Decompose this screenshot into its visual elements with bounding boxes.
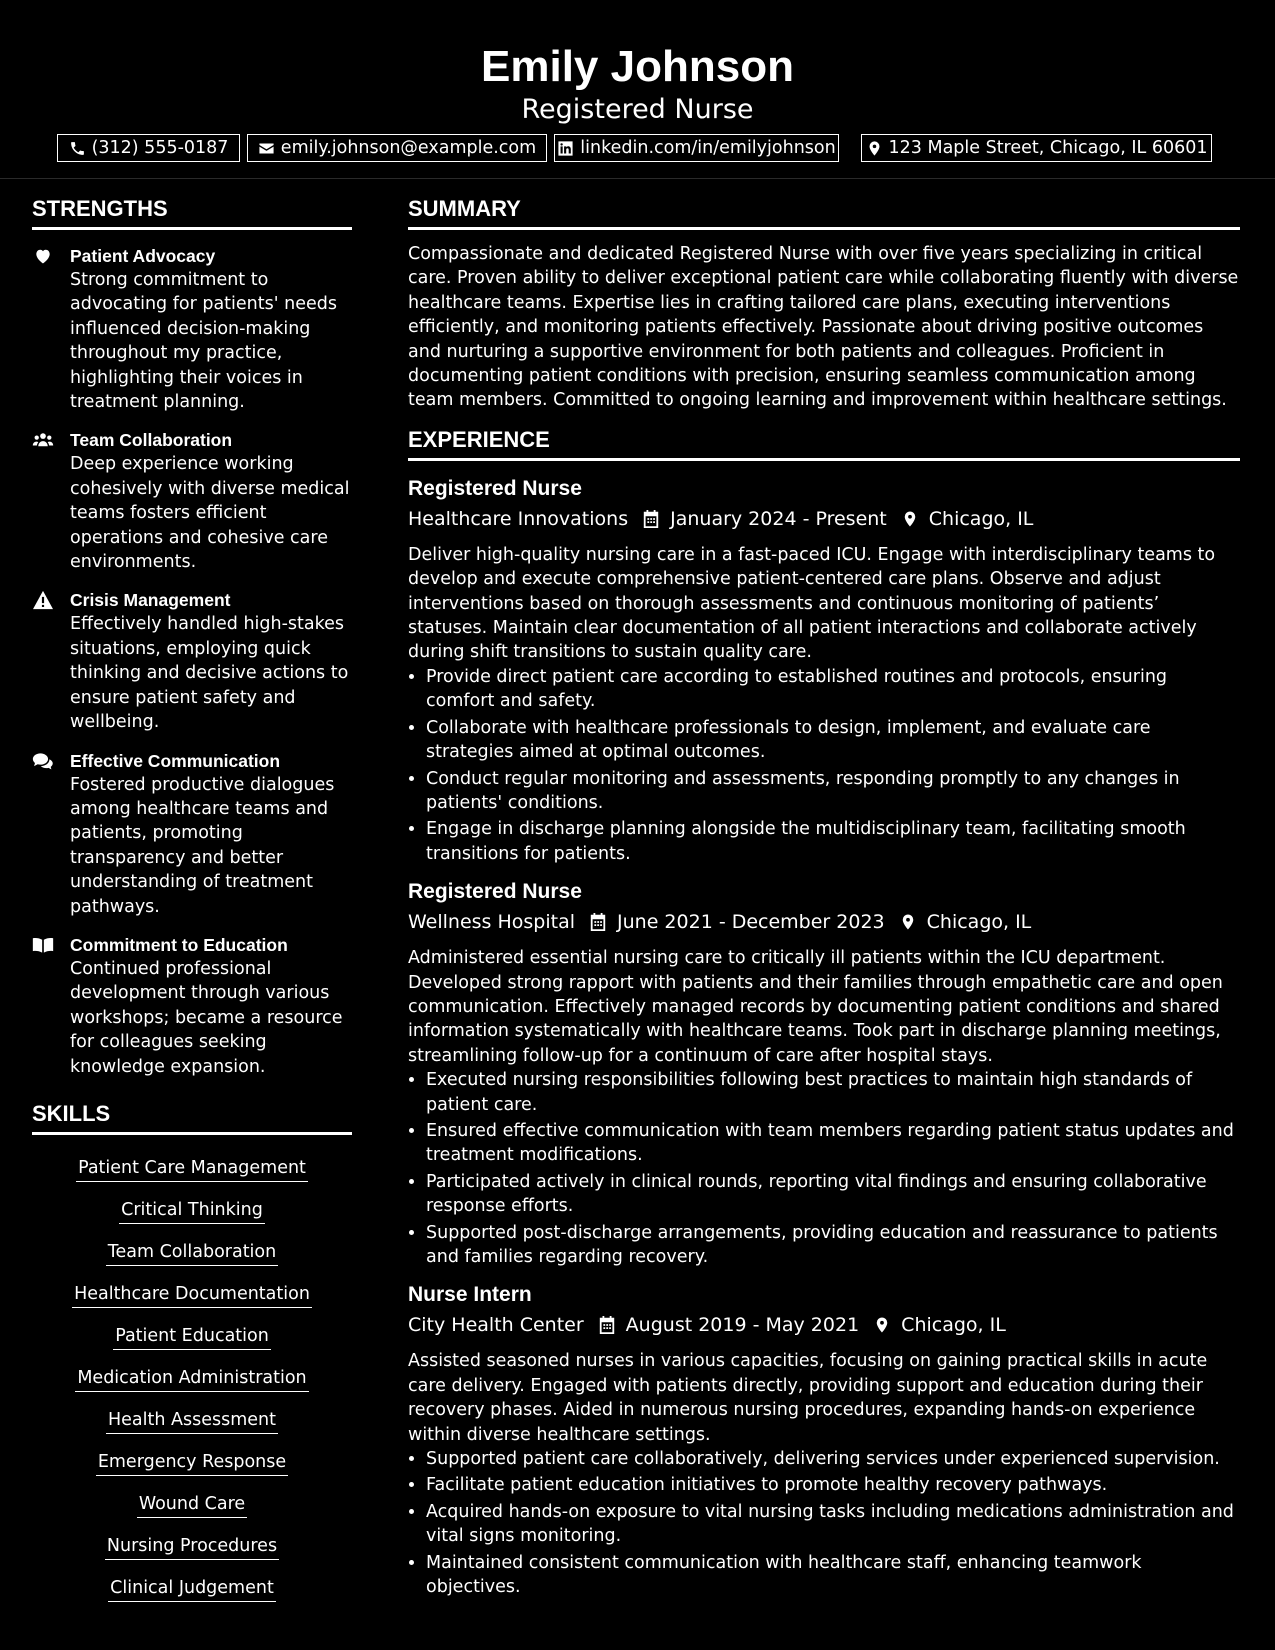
contact-address[interactable] <box>861 134 1212 162</box>
envelope-icon <box>258 140 275 157</box>
job-location: Chicago, IL <box>928 507 1034 530</box>
job-bullet: • Acquired hands-on exposure to vital nursing tasks including medications administration and vital signs monitoring. <box>426 1500 1240 1549</box>
job-title: Registered Nurse <box>408 476 582 500</box>
skill-tag: Medication Administration <box>75 1367 308 1392</box>
skill-tag: Emergency Response <box>96 1451 288 1476</box>
strength-description: Effectively handled high-stakes situations, employing quick thinking and decisive actions to ensure patient safety and wellbeing. <box>70 614 349 733</box>
job-bullet: • Conduct regular monitoring and assessments, responding promptly to any changes in patients' conditions. <box>426 767 1240 816</box>
heart-icon <box>32 246 54 266</box>
contact-phone[interactable] <box>57 134 240 162</box>
skill-tag: Patient Education <box>113 1325 271 1350</box>
contact-linkedin-text: linkedin.com/in/emilyjohnson <box>580 138 836 158</box>
warning-icon <box>32 590 54 610</box>
contact-phone-text: (312) 555-0187 <box>91 138 229 158</box>
job-dates: August 2019 - May 2021 <box>625 1314 860 1337</box>
map-marker-icon <box>866 140 883 157</box>
job-bullet: • Facilitate patient education initiatives to promote healthy recovery pathways. <box>426 1473 1240 1497</box>
job-bullet: • Ensured effective communication with team members regarding patient status updates and treatment modifications. <box>426 1119 1240 1168</box>
contact-linkedin[interactable] <box>554 134 839 162</box>
strength-description: Fostered productive dialogues among healthcare teams and patients, promoting transparency and better understanding of treatment pathways. <box>70 774 335 917</box>
job-bullet: • Supported post-discharge arrangements, providing education and reassurance to patients and families regarding recovery. <box>426 1221 1240 1270</box>
job-description: Assisted seasoned nurses in various capacities, focusing on gaining practical skills in acute care delivery. Engaged with patients directly, providing support and education during their recovery phases. Aided in numerous nursing procedures, expanding hands-on experience within diverse healthcare settings. <box>408 1351 1208 1445</box>
job-company: City Health Center <box>408 1314 584 1337</box>
job-meta <box>408 906 1240 938</box>
skills-list <box>32 1149 352 1613</box>
phone-icon <box>69 140 86 157</box>
skills-heading: SKILLS <box>32 1101 352 1135</box>
job-bullet: • Supported patient care collaboratively, delivering services under experienced supervision. <box>426 1447 1240 1471</box>
strength-title: Effective Communication <box>70 750 281 771</box>
job-entry <box>408 878 1240 1269</box>
contact-bar <box>0 134 1275 166</box>
skill-tag: Clinical Judgement <box>108 1577 276 1602</box>
right-column <box>408 196 1240 1611</box>
job-location: Chicago, IL <box>901 1314 1006 1337</box>
job-location: Chicago, IL <box>926 911 1032 934</box>
resume-header <box>0 0 1275 179</box>
job-title: Nurse Intern <box>408 1283 532 1307</box>
skill-tag: Critical Thinking <box>119 1199 265 1224</box>
experience-heading: EXPERIENCE <box>408 427 1240 461</box>
strength-item <box>32 588 352 734</box>
job-company: Healthcare Innovations <box>408 507 629 530</box>
job-meta <box>408 1309 1240 1341</box>
calendar-icon <box>642 509 660 529</box>
skill-tag: Team Collaboration <box>106 1241 278 1266</box>
map-marker-icon <box>899 912 917 932</box>
calendar-icon <box>589 912 607 932</box>
contact-address-text: 123 Maple Street, Chicago, IL 60601 <box>888 138 1208 158</box>
summary-heading: SUMMARY <box>408 196 1240 230</box>
job-bullet: • Maintained consistent communication with healthcare staff, enhancing teamwork objectives. <box>426 1551 1240 1600</box>
skill-tag: Wound Care <box>137 1493 247 1518</box>
calendar-icon <box>598 1315 616 1335</box>
candidate-name: Emily Johnson <box>481 42 794 91</box>
strength-title: Team Collaboration <box>70 430 233 451</box>
job-company: Wellness Hospital <box>408 911 576 934</box>
summary-text: Compassionate and dedicated Registered Nurse with over five years specializing in critical care. Proven ability to deliver exceptional patient care while collaborating fluently with diverse healthcare teams. Expertise lies in crafting tailored care plans, executing interventions efficiently, and monitoring patients effectively. Passionate about driving positive outcomes and nurturing a supportive environment for both patients and colleagues. Proficient in documenting patient conditions with precision, ensuring seamless communication among team members. Committed to ongoing learning and improvement within healthcare settings. <box>408 244 1239 411</box>
strength-item <box>32 428 352 574</box>
job-bullet: • Executed nursing responsibilities following best practices to maintain high standards of patient care. <box>426 1068 1240 1117</box>
job-bullets <box>408 665 1240 866</box>
strength-item <box>32 933 352 1079</box>
skill-tag: Nursing Procedures <box>105 1535 279 1560</box>
job-bullet: • Collaborate with healthcare professionals to design, implement, and evaluate care strategies aimed at optimal outcomes. <box>426 716 1240 765</box>
job-description: Administered essential nursing care to critically ill patients within the ICU department. Developed strong rapport with patients and their families through empathetic care and open communication. Effectively managed records by documenting patient conditions and shared information systematically with healthcare teams. Took part in discharge planning meetings, streamlining follow-up for a continuum of care after hospital stays. <box>408 948 1223 1066</box>
job-entry <box>408 1281 1240 1599</box>
map-marker-icon <box>873 1315 891 1335</box>
book-open-icon <box>32 935 54 955</box>
job-title: Registered Nurse <box>408 880 582 904</box>
strength-title: Patient Advocacy <box>70 246 216 266</box>
strength-description: Deep experience working cohesively with diverse medical teams fosters efficient operations and cohesive care environments. <box>70 454 350 573</box>
job-meta <box>408 503 1240 535</box>
left-column <box>32 196 352 1613</box>
skill-tag: Patient Care Management <box>76 1157 308 1182</box>
strength-description: Strong commitment to advocating for patients' needs influenced decision-making throughout my practice, highlighting their voices in treatment planning. <box>70 270 337 413</box>
job-entry <box>408 475 1240 866</box>
strength-item <box>32 749 352 919</box>
strength-item <box>32 244 352 414</box>
map-marker-icon <box>901 509 919 529</box>
strength-description: Continued professional development through various workshops; became a resource for colleagues seeking knowledge expansion. <box>70 958 343 1077</box>
contact-email[interactable] <box>247 134 547 162</box>
linkedin-icon <box>557 140 574 157</box>
job-bullets <box>408 1447 1240 1599</box>
skill-tag: Health Assessment <box>106 1409 278 1434</box>
job-dates: June 2021 - December 2023 <box>617 911 885 934</box>
strengths-heading: STRENGTHS <box>32 196 352 230</box>
job-bullet: • Provide direct patient care according to established routines and protocols, ensuring comfort and safety. <box>426 665 1240 714</box>
skill-tag: Healthcare Documentation <box>72 1283 312 1308</box>
job-dates: January 2024 - Present <box>670 507 887 530</box>
job-bullet: • Engage in discharge planning alongside the multidisciplinary team, facilitating smooth transitions for patients. <box>426 817 1240 866</box>
comments-icon <box>32 751 54 771</box>
contact-email-text: emily.johnson@example.com <box>280 138 537 158</box>
candidate-title: Registered Nurse <box>521 94 754 125</box>
job-description: Deliver high-quality nursing care in a fast-paced ICU. Engage with interdisciplinary teams to develop and execute comprehensive patient-centered care plans. Observe and adjust interventions based on thorough assessments and continuous monitoring of patients’ statuses. Maintain clear documentation of all patient interactions and collaborate actively during shift transitions to sustain quality care. <box>408 544 1216 663</box>
job-bullets <box>408 1068 1240 1269</box>
job-bullet: • Participated actively in clinical rounds, reporting vital findings and ensuring collaborative response efforts. <box>426 1170 1240 1219</box>
strength-title: Commitment to Education <box>70 934 288 955</box>
users-icon <box>32 430 54 450</box>
strength-title: Crisis Management <box>70 590 231 611</box>
